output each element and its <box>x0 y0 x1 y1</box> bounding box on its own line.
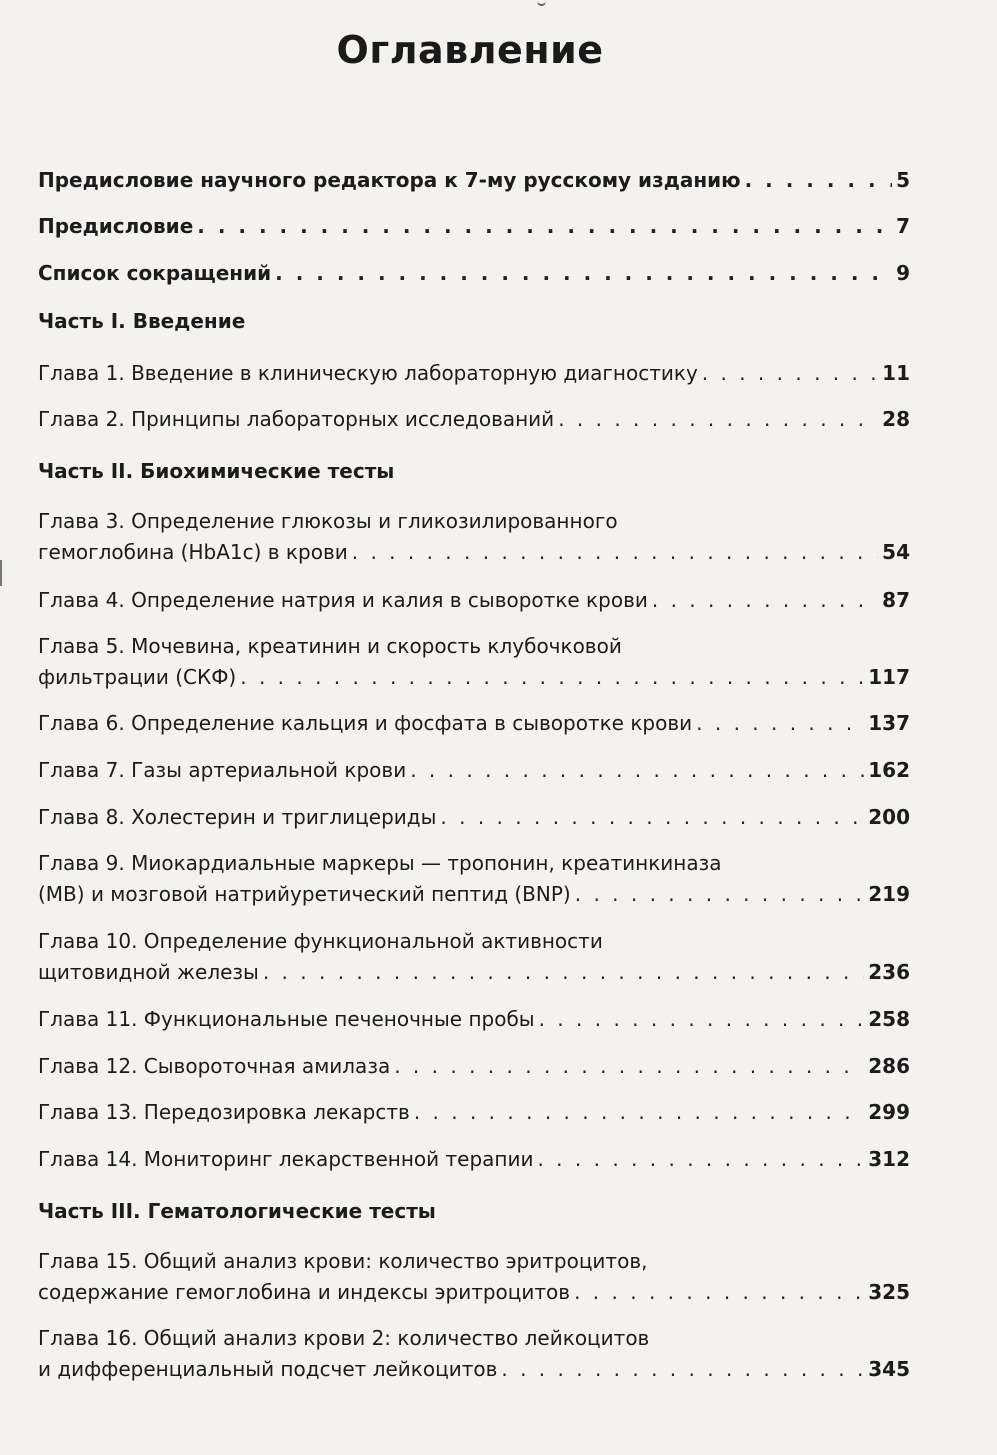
dot-leader <box>394 1054 864 1078</box>
toc-page-number: 312 <box>868 1147 910 1171</box>
toc-entry <box>38 361 910 385</box>
toc-page-number: 219 <box>868 882 910 906</box>
page-top-mark <box>537 0 546 6</box>
dot-leader <box>263 960 864 984</box>
toc-page-number: 7 <box>896 214 910 238</box>
toc-page-number: 11 <box>882 361 910 385</box>
toc-entry <box>38 960 910 984</box>
toc-entry-title: Глава 6. Определение кальция и фосфата в сыворотке крови <box>38 711 693 735</box>
dot-leader <box>440 805 864 829</box>
toc-entry-title: Глава 14. Мониторинг лекарственной терапии <box>38 1147 534 1171</box>
toc-entry <box>38 758 910 782</box>
toc-page-number: 54 <box>882 540 910 564</box>
dot-leader <box>539 1007 865 1031</box>
toc-entry-title: Глава 12. Сывороточная амилаза <box>38 1054 391 1078</box>
toc-entry-title: содержание гемоглобина и индексы эритроцитов <box>38 1280 571 1304</box>
toc-entry-title: Глава 7. Газы артериальной крови <box>38 758 407 782</box>
toc-entry <box>38 214 910 238</box>
toc-entry <box>38 1357 910 1381</box>
toc-entry-title: Список сокращений <box>38 261 272 285</box>
dot-leader <box>558 407 878 431</box>
toc-page-number: 258 <box>868 1007 910 1031</box>
toc-entry-title: и дифференциальный подсчет лейкоцитов <box>38 1357 498 1381</box>
dot-leader <box>702 361 878 385</box>
dot-leader <box>501 1357 864 1381</box>
toc-part-heading: Часть I. Введение <box>38 309 246 333</box>
toc-entry <box>38 1147 910 1171</box>
toc-entry-title: Глава 8. Холестерин и триглицериды <box>38 805 437 829</box>
toc-entry-title: Предисловие научного редактора к 7-му русскому изданию <box>38 168 741 192</box>
toc-part-heading: Часть III. Гематологические тесты <box>38 1199 436 1223</box>
dot-leader <box>696 711 864 735</box>
toc-entry <box>38 1054 910 1078</box>
toc-entry <box>38 540 910 564</box>
toc-page-number: 299 <box>868 1100 910 1124</box>
toc-part-heading: Часть II. Биохимические тесты <box>38 459 395 483</box>
toc-entry-title: Глава 4. Определение натрия и калия в сыворотке крови <box>38 588 648 612</box>
toc-entry-title: Глава 13. Передозировка лекарств <box>38 1100 410 1124</box>
dot-leader <box>240 665 864 689</box>
dot-leader <box>575 882 865 906</box>
dot-leader <box>275 261 892 285</box>
toc-entry-title: Предисловие <box>38 214 194 238</box>
toc-page-number: 137 <box>868 711 910 735</box>
toc-entry <box>38 168 910 192</box>
toc-entry-title-line: Глава 15. Общий анализ крови: количество эритроцитов, <box>38 1249 648 1273</box>
page-title: Оглавление <box>336 28 604 72</box>
toc-entry <box>38 1280 910 1304</box>
dot-leader <box>410 758 864 782</box>
toc-entry <box>38 711 910 735</box>
toc-entry-title: Глава 2. Принципы лабораторных исследований <box>38 407 555 431</box>
toc-page-number: 87 <box>882 588 910 612</box>
dot-leader <box>414 1100 864 1124</box>
toc-page-number: 162 <box>868 758 910 782</box>
dot-leader <box>745 168 892 192</box>
dot-leader <box>197 214 892 238</box>
toc-entry-title: (MB) и мозговой натрийуретический пептид (BNP) <box>38 882 571 906</box>
toc-entry <box>38 588 910 612</box>
toc-page-number: 325 <box>868 1280 910 1304</box>
dot-leader <box>652 588 878 612</box>
dot-leader <box>537 1147 864 1171</box>
toc-entry-title-line: Глава 16. Общий анализ крови 2: количество лейкоцитов <box>38 1326 650 1350</box>
toc-page-number: 28 <box>882 407 910 431</box>
toc-entry-title-line: Глава 3. Определение глюкозы и гликозилированного <box>38 509 618 533</box>
toc-entry-title-line: Глава 9. Миокардиальные маркеры — тропонин, креатинкиназа <box>38 851 722 875</box>
toc-entry <box>38 407 910 431</box>
toc-entry <box>38 805 910 829</box>
toc-entry-title: Глава 1. Введение в клиническую лабораторную диагностику <box>38 361 698 385</box>
toc-entry-title: гемоглобина (HbA1c) в крови <box>38 540 348 564</box>
toc-entry <box>38 882 910 906</box>
toc-entry <box>38 1100 910 1124</box>
toc-page-number: 5 <box>896 168 910 192</box>
toc-page-number: 236 <box>868 960 910 984</box>
toc-entry-title-line: Глава 10. Определение функциональной активности <box>38 929 603 953</box>
toc-page-number: 117 <box>868 665 910 689</box>
toc-entry-title: фильтрации (СКФ) <box>38 665 237 689</box>
toc-entry-title: Глава 11. Функциональные печеночные пробы <box>38 1007 535 1031</box>
toc-page-number: 345 <box>868 1357 910 1381</box>
dot-leader <box>352 540 878 564</box>
toc-entry-title-line: Глава 5. Мочевина, креатинин и скорость клубочковой <box>38 634 622 658</box>
toc-entry-title: щитовидной железы <box>38 960 259 984</box>
toc-page-number: 200 <box>868 805 910 829</box>
toc-entry <box>38 261 910 285</box>
toc-page-number: 9 <box>896 261 910 285</box>
dot-leader <box>574 1280 864 1304</box>
toc-entry <box>38 1007 910 1031</box>
toc-entry <box>38 665 910 689</box>
toc-page-number: 286 <box>868 1054 910 1078</box>
page-edge-mark <box>0 560 2 586</box>
